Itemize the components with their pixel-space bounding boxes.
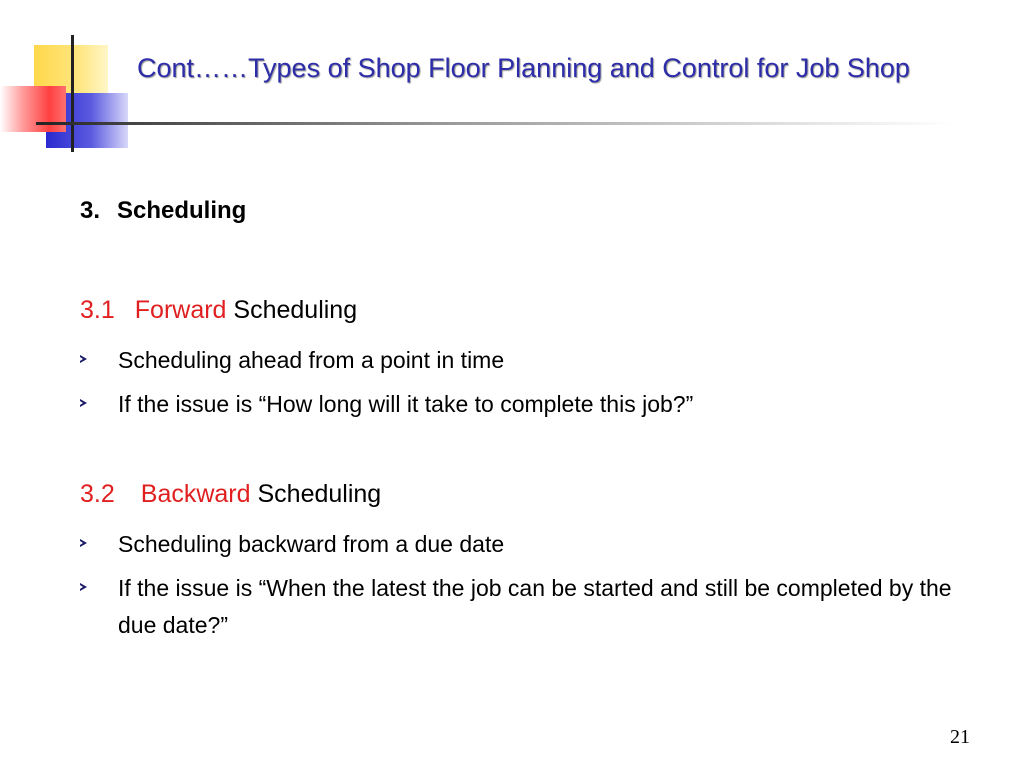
- subsection-heading-backward: [80, 480, 381, 509]
- arrow-bullet-icon: [80, 355, 87, 363]
- subsection-label: Scheduling: [233, 296, 358, 324]
- vertical-rule: [71, 35, 74, 152]
- title-underline-rule: [36, 122, 956, 125]
- subsection-number: 3.1: [80, 296, 115, 324]
- section-heading: Scheduling: [117, 197, 247, 224]
- red-square-decoration: [0, 86, 66, 132]
- arrow-bullet-icon: [80, 399, 87, 407]
- page-number: 21: [950, 726, 970, 748]
- section-number: 3.: [80, 197, 101, 224]
- subsection-heading-forward: [80, 296, 357, 325]
- subsection-highlight: Backward: [140, 480, 251, 508]
- bullet-text: Scheduling ahead from a point in time: [118, 347, 505, 373]
- subsection-label: Scheduling: [257, 480, 382, 508]
- subsection-number: 3.2: [80, 480, 115, 508]
- bullet-text: If the issue is “How long will it take to complete this job?”: [118, 391, 694, 417]
- arrow-bullet-icon: [80, 583, 87, 591]
- bullet-text: Scheduling backward from a due date: [118, 531, 505, 557]
- bullet-text: If the issue is “When the latest the job can be started and still be completed by the due date?”: [118, 575, 952, 638]
- subsection-highlight: Forward: [134, 296, 227, 324]
- slide-title: Cont……Types of Shop Floor Planning and Control for Job Shop: [137, 53, 910, 83]
- arrow-bullet-icon: [80, 539, 87, 547]
